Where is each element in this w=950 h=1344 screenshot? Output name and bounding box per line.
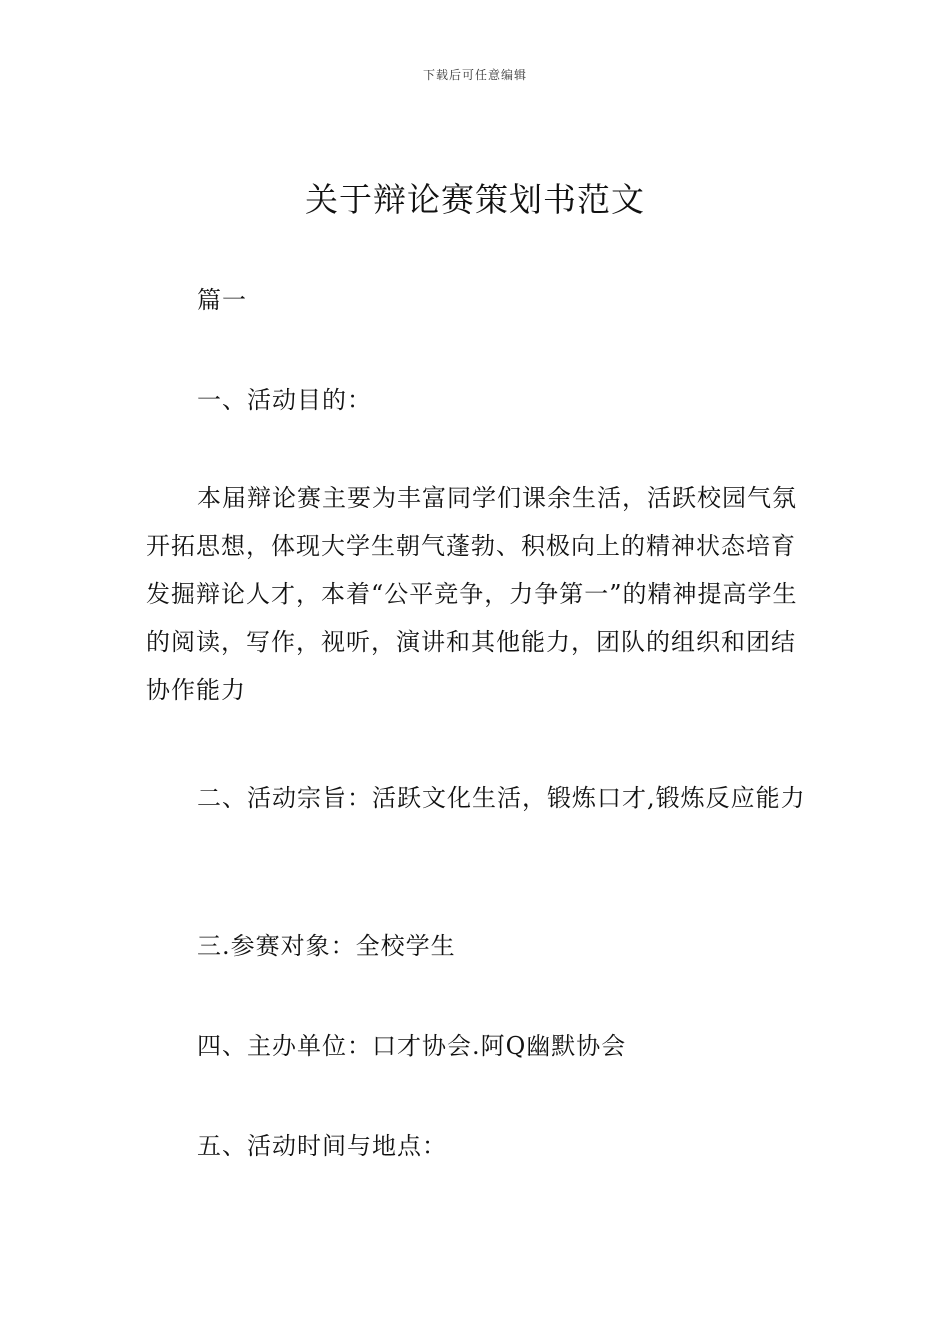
document-title: 关于辩论赛策划书范文	[305, 180, 645, 219]
paragraph-participants: 三.参赛对象：全校学生	[197, 932, 456, 960]
paragraph-organizers: 四、主办单位：口才协会.阿Q幽默协会	[197, 1032, 627, 1060]
page-header-note: 下载后可任意编辑	[422, 68, 527, 82]
heading-time-and-place: 五、活动时间与地点：	[197, 1132, 447, 1160]
section-label-part-one: 篇一	[197, 286, 247, 314]
heading-activity-purpose: 一、活动目的：	[197, 386, 372, 414]
paragraph-activity-purpose: 本届辩论赛主要为丰富同学们课余生活，活跃校园气氛开拓思想，体现大学生朝气蓬勃、积极向上的精神状态培育发掘辩论人才，本着“公平竞争，力争第一”的精神提高学生的阅读，写作，视听，演讲和其他能力，团队的组织和团结协作能力	[146, 484, 798, 704]
paragraph-activity-aim: 二、活动宗旨：活跃文化生活，锻炼口才,锻炼反应能力	[197, 784, 806, 812]
